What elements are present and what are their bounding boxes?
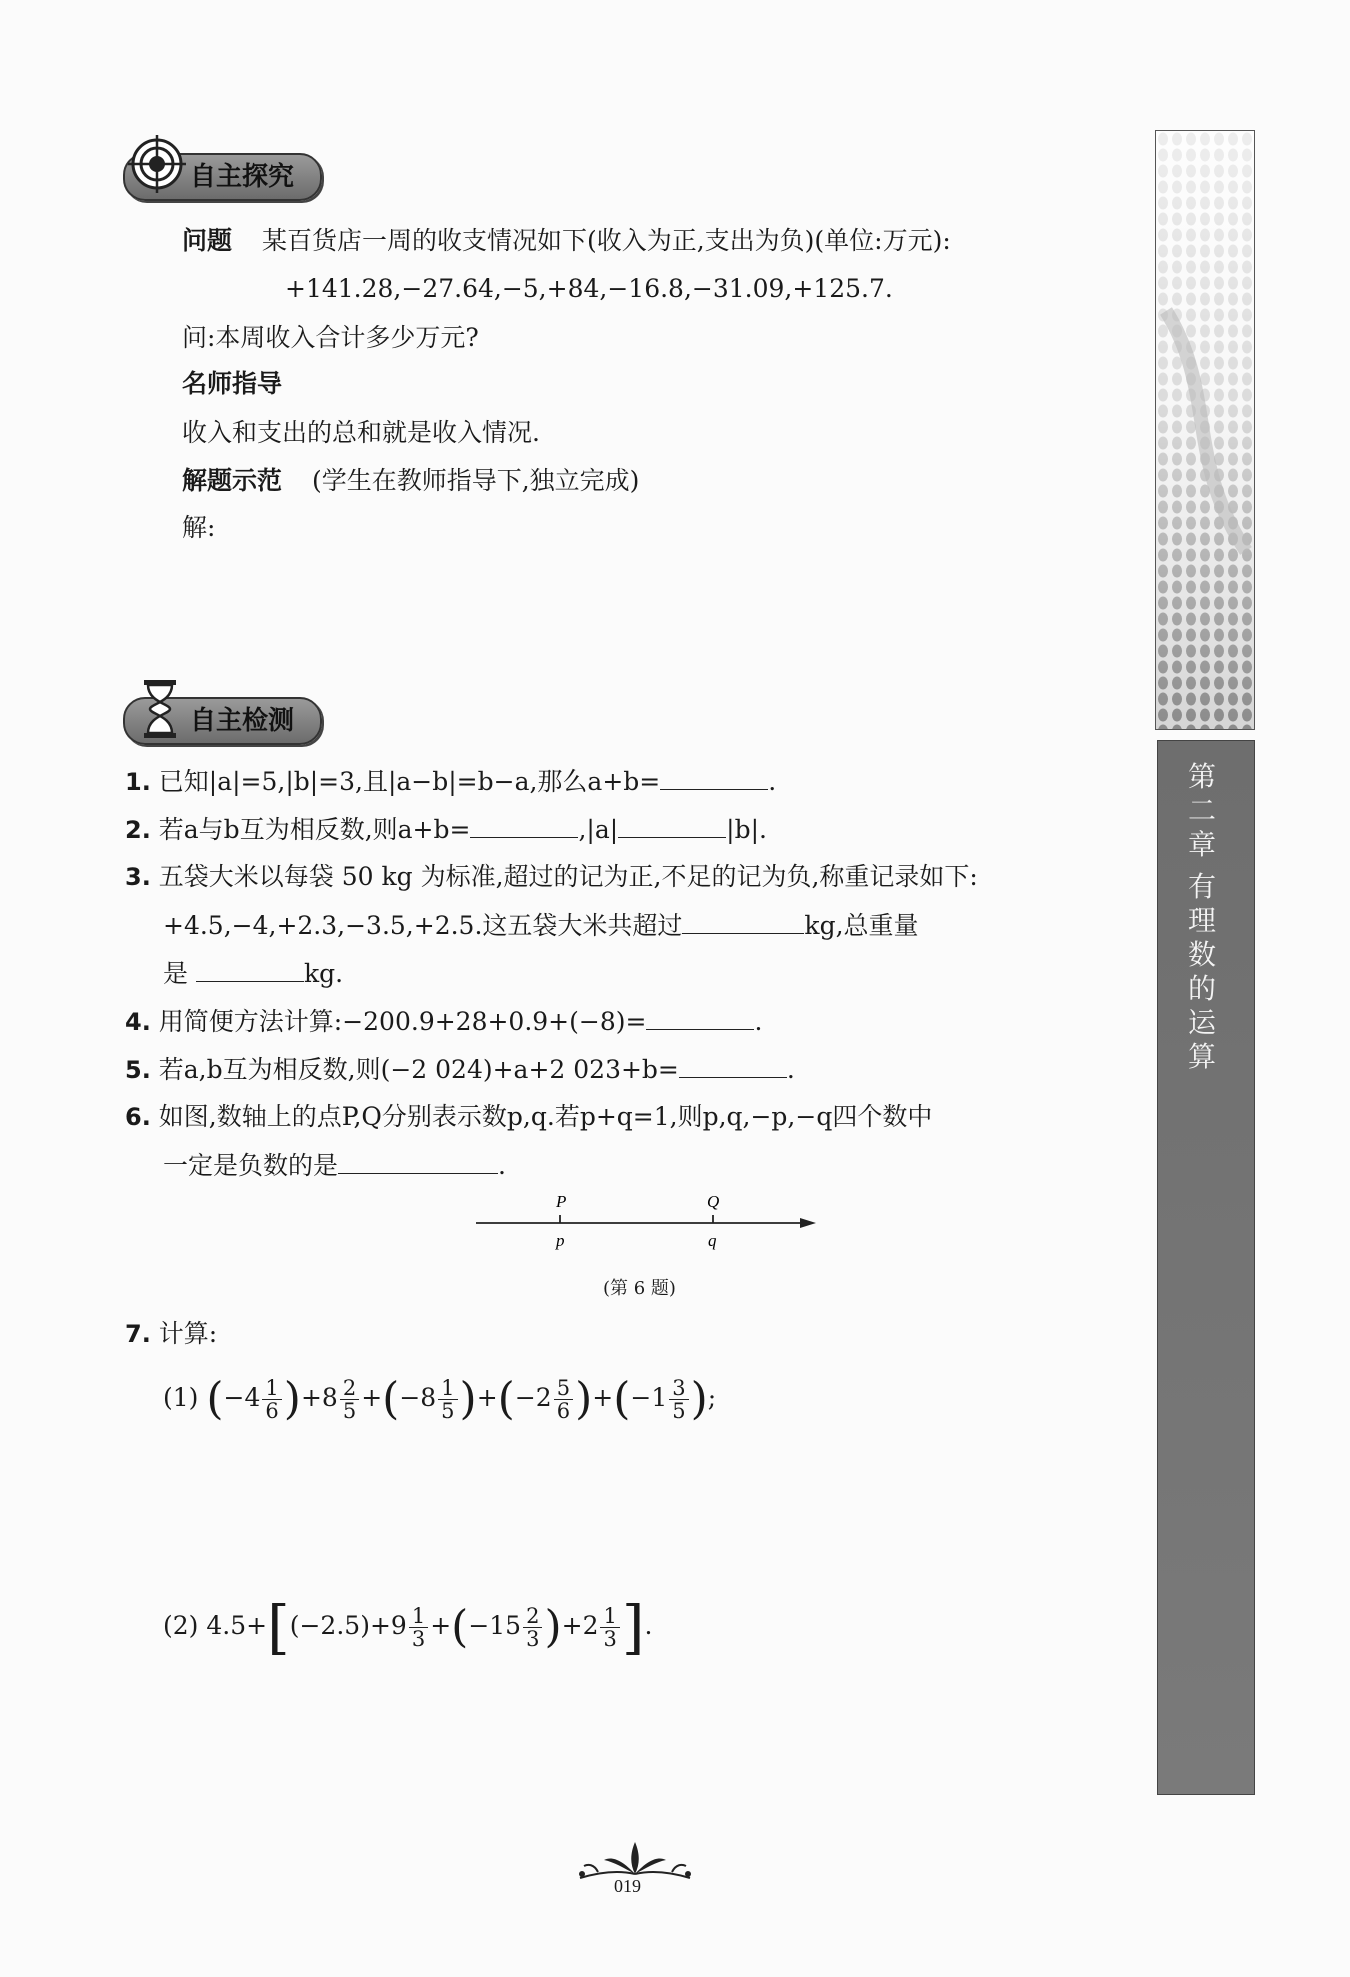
calc-label: (2) xyxy=(163,1611,199,1640)
calc-term: (−2.5)+9 xyxy=(289,1611,407,1640)
chapter-band-top xyxy=(1155,130,1255,730)
fraction: $\frac{2}{3}$ xyxy=(523,1605,542,1650)
question-2 xyxy=(125,813,767,846)
hourglass-icon xyxy=(140,678,180,740)
calc-label: (1) xyxy=(163,1383,199,1412)
demo-line xyxy=(182,465,639,497)
question-text: +4.5,−4,+2.3,−3.5,+2.5.这五袋大米共超过 xyxy=(163,911,683,940)
calc-operator: + xyxy=(430,1611,452,1640)
answer-blank[interactable] xyxy=(338,1149,498,1174)
question-number: 5. xyxy=(125,1056,151,1084)
calc-term: −1 xyxy=(630,1383,668,1412)
answer-blank[interactable] xyxy=(682,909,804,934)
question-text-mid: ,|a| xyxy=(578,815,619,844)
question-text-end: . xyxy=(786,1055,795,1084)
question-7 xyxy=(125,1318,217,1350)
halftone-pattern xyxy=(1156,131,1255,730)
question-text: 如图,数轴上的点P,Q分别表示数p,q.若p+q=1,则p,q,−p,−q四个数中 xyxy=(158,1102,933,1131)
fraction: $\frac{3}{5}$ xyxy=(669,1377,688,1422)
value-q-label: q xyxy=(708,1231,717,1250)
calc-end: . xyxy=(644,1611,653,1640)
question-text: 是 xyxy=(163,959,189,988)
calc-1: (1) (−4 $\frac{1}{6}$ )+8 $\frac{2}{5}$ +(−8 $\frac{1}{5}$ )+(−2 $\frac{5}{6}$ )+(−1 $\frac{3}{5}$ ); xyxy=(163,1373,717,1425)
calc-operator: + xyxy=(592,1383,614,1412)
question-3-line3 xyxy=(163,957,343,990)
question-4 xyxy=(125,1005,762,1038)
answer-blank[interactable] xyxy=(470,813,578,838)
figure-caption: (第 6 题) xyxy=(603,1278,676,1299)
page-number: 019 xyxy=(614,1876,641,1896)
question-3 xyxy=(125,861,978,893)
problem-label: 问题 xyxy=(182,226,233,255)
demo-note: (学生在教师指导下,独立完成) xyxy=(311,466,640,495)
problem-line xyxy=(182,225,951,257)
question-text: 已知|a|=5,|b|=3,且|a−b|=b−a,那么a+b= xyxy=(158,767,661,796)
target-icon xyxy=(128,135,186,193)
calc-operator: + xyxy=(361,1383,383,1412)
calc-term: −4 xyxy=(223,1383,261,1412)
answer-blank[interactable] xyxy=(660,765,768,790)
question-text-end: kg. xyxy=(304,959,344,988)
answer-blank[interactable] xyxy=(196,957,304,982)
answer-blank[interactable] xyxy=(646,1005,754,1030)
guide-label: 名师指导 xyxy=(182,369,283,398)
floral-ornament-icon xyxy=(560,1838,710,1880)
question-text-mid: kg,总重量 xyxy=(804,911,919,940)
question-text: 计算: xyxy=(158,1319,218,1348)
question-text-end: . xyxy=(498,1151,506,1180)
calc-end: ; xyxy=(707,1383,717,1412)
fraction: $\frac{1}{6}$ xyxy=(262,1377,281,1422)
question-6-line2 xyxy=(163,1149,506,1182)
calc-term: 4.5+ xyxy=(206,1611,268,1640)
question-text-end: |b|. xyxy=(726,815,767,844)
demo-label: 解题示范 xyxy=(182,466,283,495)
calc-term: +2 xyxy=(561,1611,599,1640)
question-text-end: . xyxy=(768,767,777,796)
fraction: $\frac{1}{3}$ xyxy=(409,1605,428,1650)
calc-term: −8 xyxy=(399,1383,437,1412)
calc-term: −2 xyxy=(514,1383,552,1412)
calc-term: −15 xyxy=(468,1611,522,1640)
fraction: $\frac{1}{5}$ xyxy=(438,1377,457,1422)
fraction: $\frac{1}{3}$ xyxy=(600,1605,619,1650)
question-6 xyxy=(125,1101,932,1133)
fraction: $\frac{2}{5}$ xyxy=(340,1377,359,1422)
point-q-label: Q xyxy=(707,1192,720,1211)
point-p-label: P xyxy=(556,1192,567,1211)
chapter-number: 第二章 xyxy=(1188,760,1217,861)
problem-values: +141.28,−27.64,−5,+84,−16.8,−31.09,+125.7. xyxy=(285,274,893,303)
question-number: 3. xyxy=(125,863,151,891)
question-text: 若a,b互为相反数,则(−2 024)+a+2 023+b= xyxy=(158,1055,679,1084)
question-number: 7. xyxy=(125,1320,151,1348)
calc-term: +8 xyxy=(300,1383,338,1412)
question-text: 用简便方法计算:−200.9+28+0.9+(−8)= xyxy=(158,1007,647,1036)
explore-title: 自主探究 xyxy=(190,162,295,192)
calc-2: (2) 4.5+[(−2.5)+9 $\frac{1}{3}$ +(−15 $\frac{2}{3}$ )+2 $\frac{1}{3}$ ]. xyxy=(163,1593,653,1662)
number-line-figure xyxy=(470,1185,820,1255)
arrow-right-icon xyxy=(800,1218,816,1228)
fraction: $\frac{5}{6}$ xyxy=(554,1377,573,1422)
question-5 xyxy=(125,1053,795,1086)
check-title: 自主检测 xyxy=(190,706,295,736)
question-text: 若a与b互为相反数,则a+b= xyxy=(158,815,471,844)
question-3-line2 xyxy=(163,909,919,942)
question-text: 五袋大米以每袋 50 kg 为标准,超过的记为正,不足的记为负,称重记录如下: xyxy=(158,862,978,891)
question-number: 4. xyxy=(125,1008,151,1036)
problem-question: 问:本周收入合计多少万元? xyxy=(182,323,479,352)
answer-blank[interactable] xyxy=(679,1053,787,1078)
calc-operator: + xyxy=(476,1383,498,1412)
chapter-title: 有理数的运算 xyxy=(1188,870,1217,1073)
guide-text: 收入和支出的总和就是收入情况. xyxy=(182,418,540,447)
problem-text: 某百货店一周的收支情况如下(收入为正,支出为负)(单位:万元): xyxy=(261,226,951,255)
question-number: 1. xyxy=(125,768,151,796)
question-text-end: . xyxy=(754,1007,763,1036)
answer-label: 解: xyxy=(182,513,216,542)
question-1 xyxy=(125,765,776,798)
value-p-label: p xyxy=(556,1231,565,1250)
question-text: 一定是负数的是 xyxy=(163,1151,339,1180)
question-number: 6. xyxy=(125,1103,151,1131)
answer-blank[interactable] xyxy=(618,813,726,838)
question-number: 2. xyxy=(125,816,151,844)
